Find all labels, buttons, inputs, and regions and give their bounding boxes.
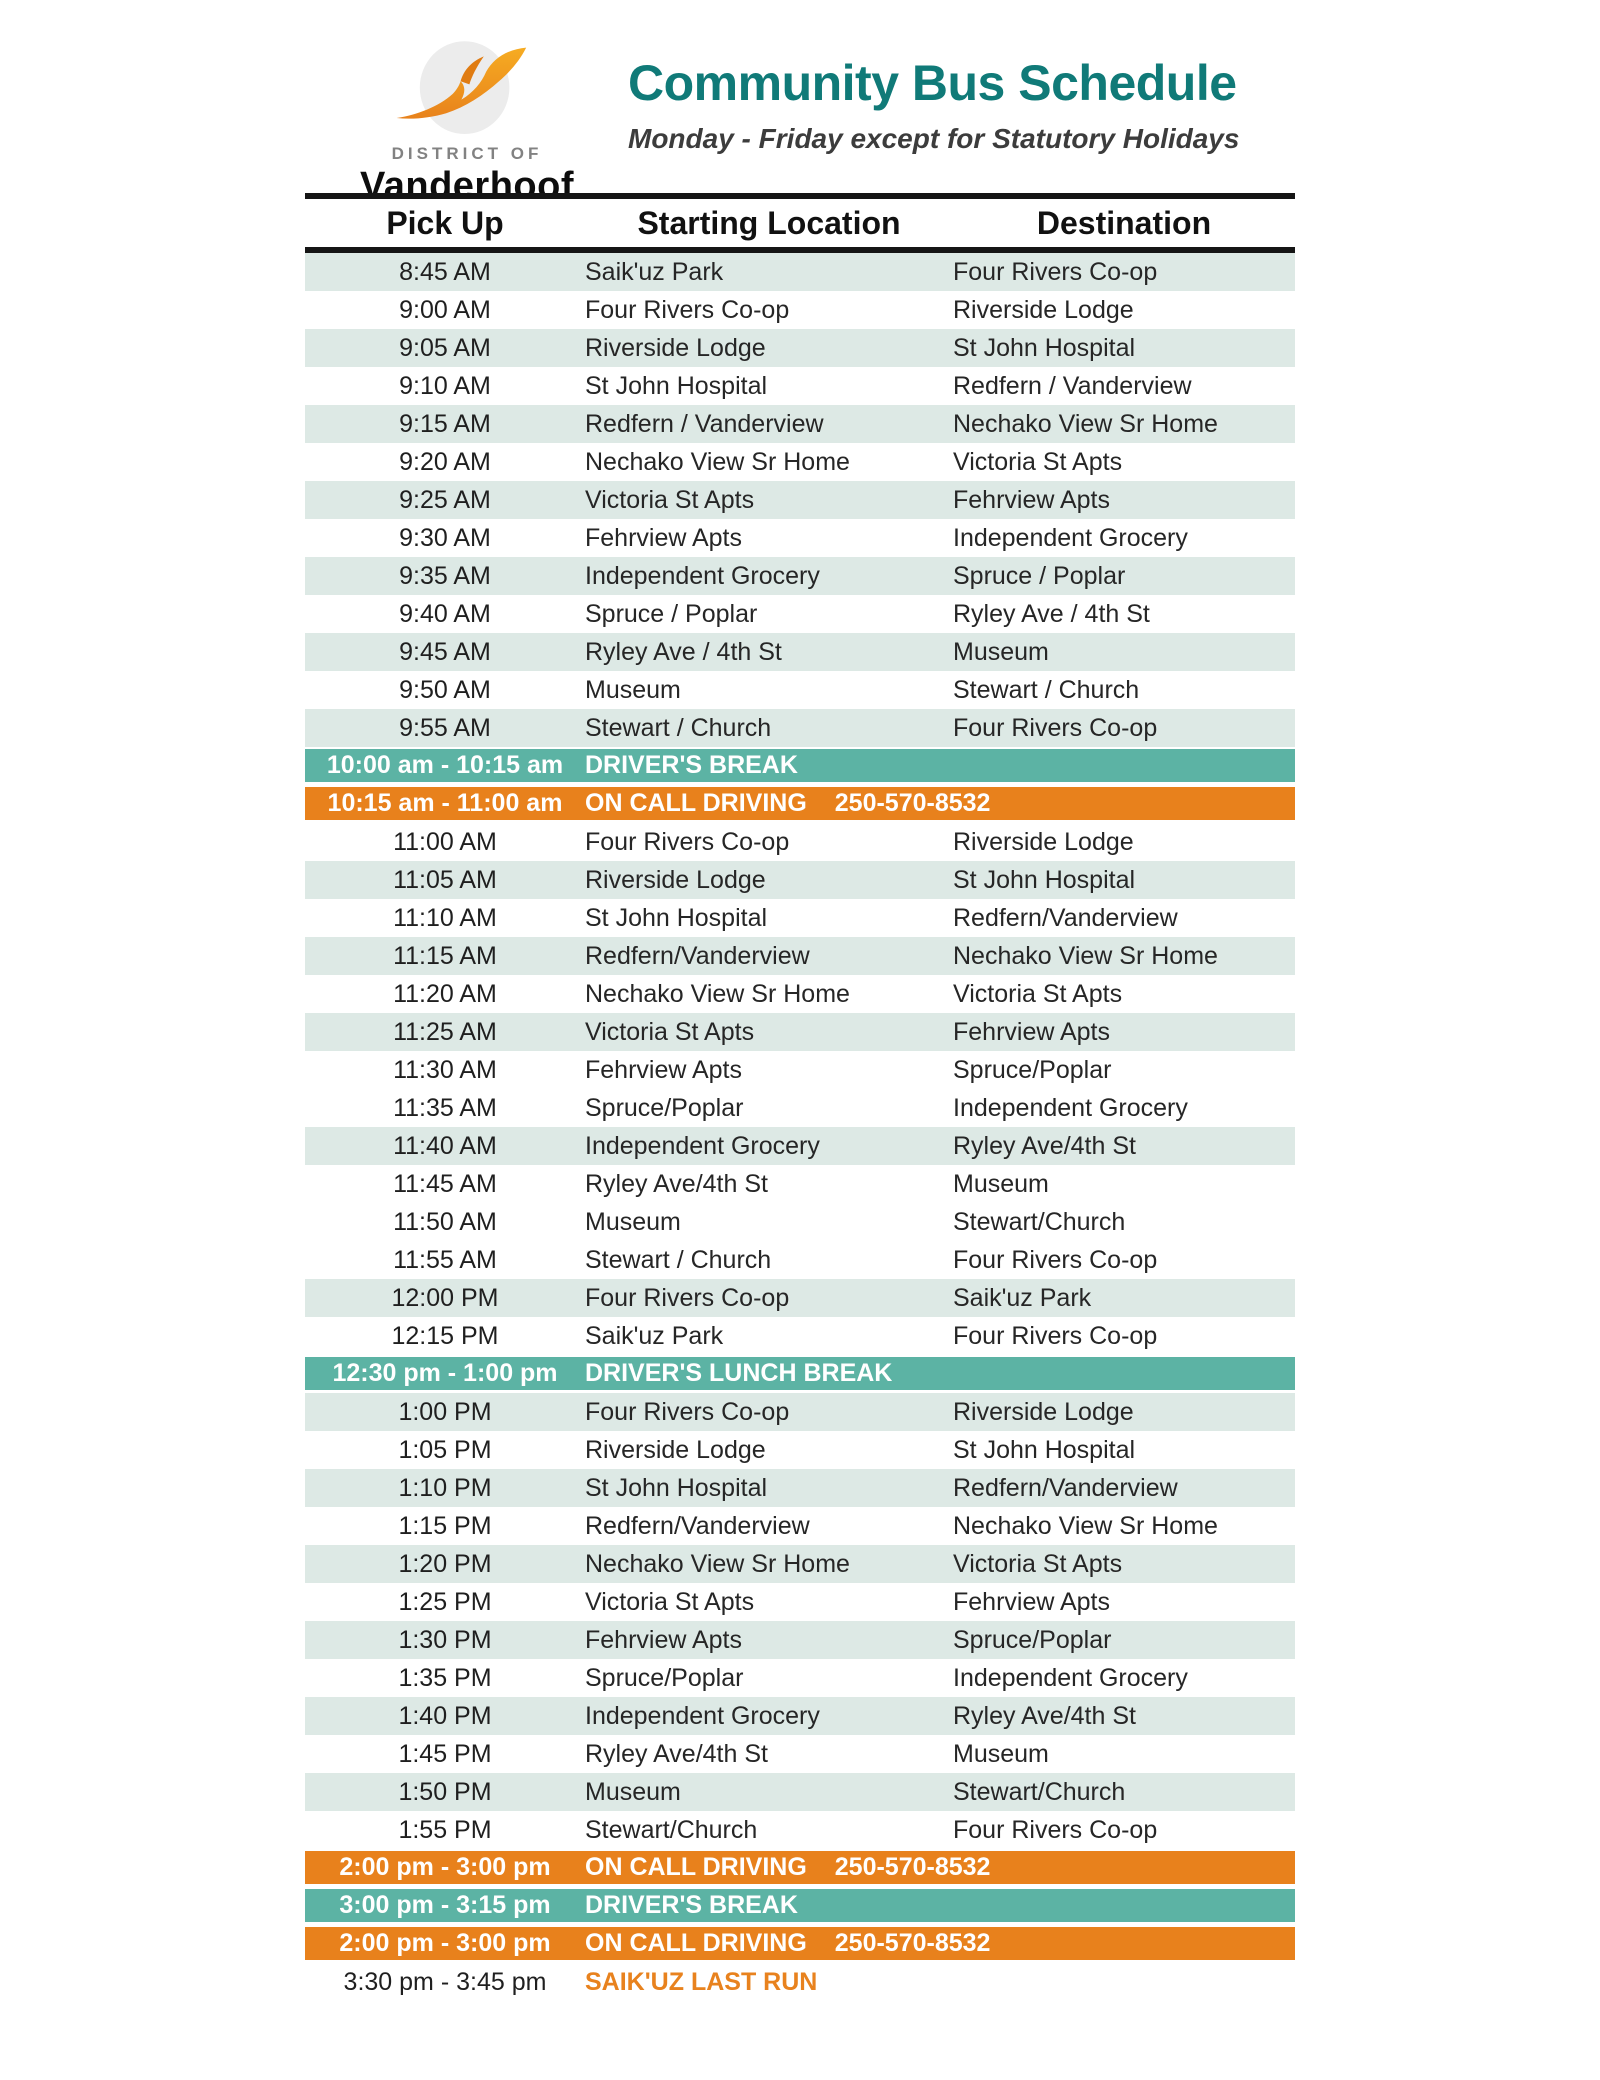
starting-location-cell: Four Rivers Co-op (585, 1397, 790, 1426)
starting-location-cell: Victoria St Apts (585, 485, 755, 514)
table-row-trip (305, 1241, 1295, 1279)
bus-schedule-table (305, 193, 1295, 2001)
table-row-trip (305, 1203, 1295, 1241)
pickup-time-cell: 11:00 AM (393, 827, 497, 856)
destination-cell: Nechako View Sr Home (953, 941, 1218, 970)
table-row-trip (305, 1127, 1295, 1165)
pickup-time-cell: 9:35 AM (399, 561, 491, 590)
oncall-phone-number: 250-570-8532 (834, 1929, 991, 1957)
table-row-trip (305, 1735, 1295, 1773)
pickup-time-cell: 11:50 AM (393, 1207, 497, 1236)
pickup-time-cell: 10:00 am - 10:15 am (326, 751, 564, 779)
starting-location-cell: Redfern/Vanderview (585, 941, 810, 970)
table-row-trip (305, 1583, 1295, 1621)
table-row-trip (305, 1393, 1295, 1431)
starting-location-cell: Four Rivers Co-op (585, 1283, 790, 1312)
destination-cell: Redfern/Vanderview (953, 1473, 1178, 1502)
pickup-time-cell: 12:30 pm - 1:00 pm (332, 1359, 558, 1387)
starting-location-cell: Museum (585, 675, 681, 704)
band-label-cell (585, 1929, 1295, 1958)
starting-location-cell: Ryley Ave/4th St (585, 1169, 768, 1198)
oncall-label: ON CALL DRIVING (585, 1853, 807, 1881)
starting-location-cell: Victoria St Apts (585, 1587, 755, 1616)
destination-cell: Saik'uz Park (953, 1283, 1092, 1312)
table-row-trip (305, 899, 1295, 937)
starting-location-cell: Nechako View Sr Home (585, 979, 850, 1008)
table-row-trip (305, 1317, 1295, 1355)
destination-cell: St John Hospital (953, 1435, 1136, 1464)
break-label: DRIVER'S LUNCH BREAK (585, 1359, 893, 1387)
pickup-time-cell: 1:30 PM (398, 1625, 492, 1654)
table-row-trip (305, 1089, 1295, 1127)
table-row-trip (305, 975, 1295, 1013)
destination-cell: St John Hospital (953, 865, 1136, 894)
destination-cell: St John Hospital (953, 333, 1136, 362)
table-row-trip (305, 1279, 1295, 1317)
band-label-cell (585, 1853, 1295, 1882)
destination-cell: Riverside Lodge (953, 1397, 1134, 1426)
pickup-time-cell: 10:15 am - 11:00 am (327, 789, 563, 817)
table-row-lastrun (305, 1963, 1295, 2001)
table-row-oncall (305, 785, 1295, 823)
column-header-pickup: Pick Up (386, 204, 504, 241)
table-row-trip (305, 823, 1295, 861)
starting-location-cell: St John Hospital (585, 903, 768, 932)
starting-location-cell: Spruce / Poplar (585, 599, 758, 628)
pickup-time-cell: 9:00 AM (399, 295, 491, 324)
table-row-trip (305, 1773, 1295, 1811)
destination-cell: Stewart / Church (953, 675, 1140, 704)
logo-district-of-text: DISTRICT OF (391, 144, 543, 163)
oncall-label: ON CALL DRIVING (585, 1929, 807, 1957)
pickup-time-cell: 1:20 PM (398, 1549, 492, 1578)
destination-cell: Spruce / Poplar (953, 561, 1126, 590)
oncall-phone-number: 250-570-8532 (834, 1853, 991, 1881)
starting-location-cell: Museum (585, 1777, 681, 1806)
starting-location-cell: Independent Grocery (585, 1701, 820, 1730)
pickup-time-cell: 9:45 AM (399, 637, 491, 666)
table-row-oncall (305, 1925, 1295, 1963)
destination-cell: Fehrview Apts (953, 1587, 1111, 1616)
destination-cell: Museum (953, 1169, 1049, 1198)
break-label: DRIVER'S BREAK (585, 751, 798, 779)
starting-location-cell: Riverside Lodge (585, 865, 766, 894)
table-row-break (305, 747, 1295, 785)
pickup-time-cell: 1:15 PM (398, 1511, 492, 1540)
pickup-time-cell: 11:15 AM (393, 941, 497, 970)
starting-location-cell: Redfern / Vanderview (585, 409, 824, 438)
table-row-trip (305, 367, 1295, 405)
destination-cell: Four Rivers Co-op (953, 1245, 1158, 1274)
oncall-phone-number: 250-570-8532 (834, 789, 991, 817)
table-row-oncall (305, 1849, 1295, 1887)
destination-cell: Ryley Ave / 4th St (953, 599, 1150, 628)
band-label-cell (585, 751, 1295, 780)
page-title: Community Bus Schedule (628, 55, 1237, 111)
destination-cell: Nechako View Sr Home (953, 409, 1218, 438)
starting-location-cell: Victoria St Apts (585, 1017, 755, 1046)
starting-location-cell: Stewart/Church (585, 1815, 758, 1844)
table-row-trip (305, 1469, 1295, 1507)
band-label-cell (585, 1359, 1295, 1388)
pickup-time-cell: 9:10 AM (399, 371, 491, 400)
destination-cell: Redfern/Vanderview (953, 903, 1178, 932)
starting-location-cell: Ryley Ave/4th St (585, 1739, 768, 1768)
starting-location-cell: Spruce/Poplar (585, 1663, 744, 1692)
table-row-trip (305, 595, 1295, 633)
table-row-trip (305, 671, 1295, 709)
destination-cell: Riverside Lodge (953, 295, 1134, 324)
pickup-time-cell: 1:10 PM (398, 1473, 492, 1502)
table-row-trip (305, 861, 1295, 899)
oncall-label: ON CALL DRIVING (585, 789, 807, 817)
table-row-trip (305, 1697, 1295, 1735)
destination-cell: Fehrview Apts (953, 1017, 1111, 1046)
destination-cell: Nechako View Sr Home (953, 1511, 1218, 1540)
table-row-trip (305, 633, 1295, 671)
destination-cell: Independent Grocery (953, 1663, 1188, 1692)
table-row-trip (305, 253, 1295, 291)
pickup-time-cell: 9:50 AM (399, 675, 491, 704)
table-row-trip (305, 1165, 1295, 1203)
starting-location-cell: Spruce/Poplar (585, 1093, 744, 1122)
starting-location-cell: Four Rivers Co-op (585, 827, 790, 856)
pickup-time-cell: 11:45 AM (393, 1169, 497, 1198)
table-row-trip (305, 1507, 1295, 1545)
starting-location-cell: St John Hospital (585, 1473, 768, 1502)
starting-location-cell: Saik'uz Park (585, 257, 724, 286)
destination-cell: Riverside Lodge (953, 827, 1134, 856)
table-row-trip (305, 1545, 1295, 1583)
starting-location-cell: Saik'uz Park (585, 1321, 724, 1350)
pickup-time-cell: 1:55 PM (398, 1815, 492, 1844)
pickup-time-cell: 9:55 AM (399, 713, 491, 742)
pickup-time-cell: 1:45 PM (398, 1739, 492, 1768)
table-row-trip (305, 1811, 1295, 1849)
break-label: DRIVER'S BREAK (585, 1891, 798, 1919)
table-row-trip (305, 329, 1295, 367)
destination-cell: Four Rivers Co-op (953, 713, 1158, 742)
starting-location-cell: Independent Grocery (585, 561, 820, 590)
starting-location-cell: Stewart / Church (585, 713, 772, 742)
table-row-trip (305, 1013, 1295, 1051)
page-subtitle: Monday - Friday except for Statutory Holidays (628, 123, 1240, 154)
destination-cell: Spruce/Poplar (953, 1055, 1112, 1084)
starting-location-cell: Fehrview Apts (585, 1055, 743, 1084)
table-row-break (305, 1887, 1295, 1925)
starting-location-cell: Independent Grocery (585, 1131, 820, 1160)
pickup-time-cell: 11:55 AM (393, 1245, 497, 1274)
lastrun-label: SAIK'UZ LAST RUN (585, 1967, 818, 1996)
destination-cell: Stewart/Church (953, 1207, 1126, 1236)
table-row-trip (305, 709, 1295, 747)
band-label-cell (585, 789, 1295, 818)
destination-cell: Spruce/Poplar (953, 1625, 1112, 1654)
table-row-trip (305, 1621, 1295, 1659)
pickup-time-cell: 1:40 PM (398, 1701, 492, 1730)
last-run-label-cell (585, 1968, 1295, 1997)
destination-cell: Victoria St Apts (953, 1549, 1123, 1578)
starting-location-cell: Fehrview Apts (585, 523, 743, 552)
destination-cell: Museum (953, 1739, 1049, 1768)
starting-location-cell: Riverside Lodge (585, 333, 766, 362)
district-of-vanderhoof-logo (352, 38, 582, 208)
starting-location-cell: Ryley Ave / 4th St (585, 637, 782, 666)
pickup-time-cell: 9:25 AM (399, 485, 491, 514)
table-row-trip (305, 1431, 1295, 1469)
pickup-time-cell: 11:30 AM (393, 1055, 497, 1084)
starting-location-cell: Redfern/Vanderview (585, 1511, 810, 1540)
table-row-trip (305, 937, 1295, 975)
pickup-time-cell: 12:00 PM (391, 1283, 499, 1312)
table-body (305, 253, 1295, 2001)
destination-cell: Redfern / Vanderview (953, 371, 1192, 400)
pickup-time-cell: 9:40 AM (399, 599, 491, 628)
starting-location-cell: Nechako View Sr Home (585, 1549, 850, 1578)
destination-cell: Victoria St Apts (953, 447, 1123, 476)
table-row-trip (305, 1051, 1295, 1089)
table-row-trip (305, 405, 1295, 443)
pickup-time-cell: 11:05 AM (393, 865, 497, 894)
pickup-time-cell: 9:15 AM (399, 409, 491, 438)
column-header-starting-location: Starting Location (637, 204, 901, 241)
starting-location-cell: Nechako View Sr Home (585, 447, 850, 476)
pickup-time-cell: 12:15 PM (391, 1321, 499, 1350)
pickup-time-cell: 1:00 PM (398, 1397, 492, 1426)
pickup-time-cell: 2:00 pm - 3:00 pm (339, 1929, 551, 1957)
flying-goose-icon (387, 38, 547, 142)
table-row-trip (305, 1659, 1295, 1697)
table-row-trip (305, 519, 1295, 557)
destination-cell: Ryley Ave/4th St (953, 1701, 1136, 1730)
header-titles (628, 56, 1253, 155)
table-row-trip (305, 557, 1295, 595)
pickup-time-cell: 3:00 pm - 3:15 pm (339, 1891, 551, 1919)
starting-location-cell: St John Hospital (585, 371, 768, 400)
pickup-time-cell: 9:30 AM (399, 523, 491, 552)
destination-cell: Independent Grocery (953, 1093, 1188, 1122)
destination-cell: Ryley Ave/4th St (953, 1131, 1136, 1160)
pickup-time-cell: 9:20 AM (399, 447, 491, 476)
destination-cell: Victoria St Apts (953, 979, 1123, 1008)
destination-cell: Four Rivers Co-op (953, 257, 1158, 286)
pickup-time-cell: 11:35 AM (393, 1093, 497, 1122)
pickup-time-cell: 11:20 AM (393, 979, 497, 1008)
table-row-trip (305, 443, 1295, 481)
band-label-cell (585, 1891, 1295, 1920)
pickup-time-cell: 8:45 AM (399, 257, 491, 286)
table-row-trip (305, 291, 1295, 329)
destination-cell: Independent Grocery (953, 523, 1188, 552)
pickup-time-cell: 3:30 pm - 3:45 pm (343, 1967, 547, 1996)
destination-cell: Museum (953, 637, 1049, 666)
destination-cell: Stewart/Church (953, 1777, 1126, 1806)
starting-location-cell: Stewart / Church (585, 1245, 772, 1274)
starting-location-cell: Four Rivers Co-op (585, 295, 790, 324)
pickup-time-cell: 1:50 PM (398, 1777, 492, 1806)
destination-cell: Fehrview Apts (953, 485, 1111, 514)
starting-location-cell: Riverside Lodge (585, 1435, 766, 1464)
pickup-time-cell: 11:25 AM (393, 1017, 497, 1046)
column-header-destination: Destination (1036, 204, 1212, 241)
logo-vanderhoof-text: Vanderhoof (359, 165, 575, 207)
logo-blob (420, 41, 510, 134)
destination-cell: Four Rivers Co-op (953, 1815, 1158, 1844)
starting-location-cell: Museum (585, 1207, 681, 1236)
pickup-time-cell: 2:00 pm - 3:00 pm (339, 1853, 551, 1881)
starting-location-cell: Fehrview Apts (585, 1625, 743, 1654)
table-row-trip (305, 481, 1295, 519)
pickup-time-cell: 1:05 PM (398, 1435, 492, 1464)
pickup-time-cell: 1:35 PM (398, 1663, 492, 1692)
table-row-break (305, 1355, 1295, 1393)
pickup-time-cell: 1:25 PM (398, 1587, 492, 1616)
pickup-time-cell: 9:05 AM (399, 333, 491, 362)
destination-cell: Four Rivers Co-op (953, 1321, 1158, 1350)
pickup-time-cell: 11:40 AM (393, 1131, 497, 1160)
table-header-row (305, 193, 1295, 253)
pickup-time-cell: 11:10 AM (393, 903, 497, 932)
